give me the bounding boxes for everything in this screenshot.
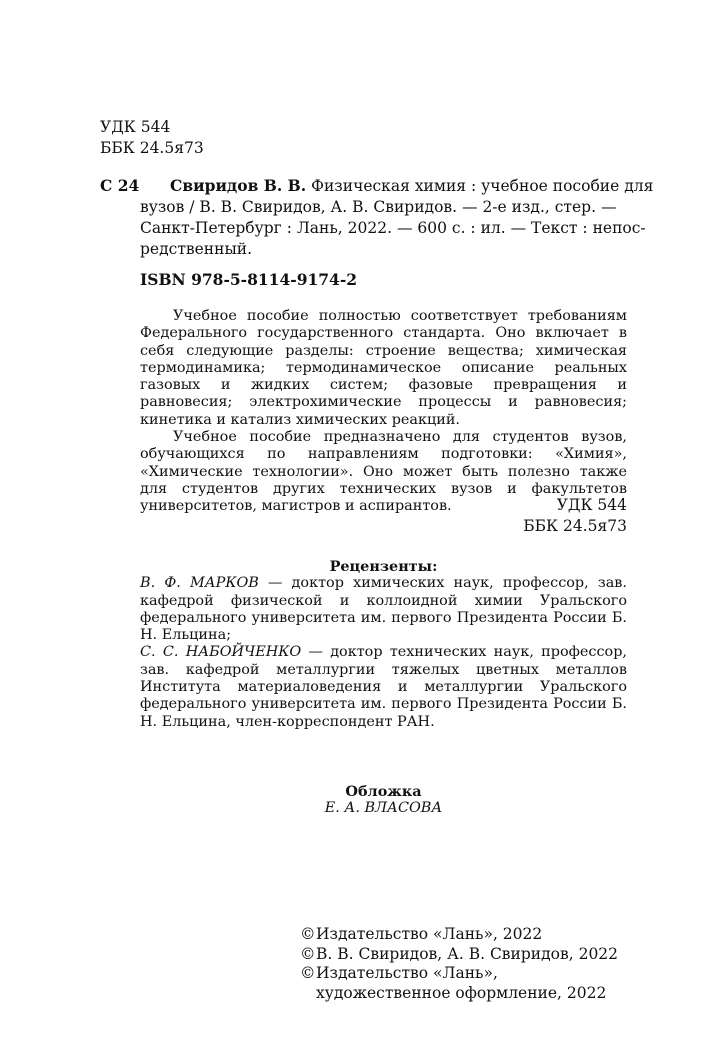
isbn: ISBN 978-5-8114-9174-2 (140, 270, 358, 289)
cover-credit (140, 783, 627, 818)
copyright-block (300, 925, 618, 1003)
copyright-3: ©Издательство «Лань», (300, 964, 498, 982)
biblio-line-3: Санкт-Петербург : Лань, 2022. — 600 с. : ил. — Текст : непос- (140, 219, 646, 237)
reviewer-2-name: С. С. НАБОЙЧЕНКО (140, 644, 302, 661)
biblio-line-4: редственный. (140, 240, 253, 258)
author-sign: С 24 (100, 176, 140, 195)
udk-code-bottom: УДК 544 (556, 496, 627, 514)
abstract (140, 308, 627, 516)
reviewer-1 (140, 575, 627, 644)
biblio-title: Физическая химия : учебное пособие для (306, 177, 654, 195)
reviewer-2 (140, 644, 627, 730)
copyright-sign-icon: © (300, 925, 316, 943)
copyright-sign-icon: © (300, 964, 316, 982)
reviewers-block (140, 558, 627, 731)
reviewers-heading: Рецензенты: (329, 558, 438, 575)
copyright-2: ©В. В. Свиридов, А. В. Свиридов, 2022 (300, 944, 619, 963)
udk-code-top: УДК 544 (100, 118, 171, 136)
reviewer-1-name: В. Ф. МАРКОВ (140, 575, 259, 592)
bbk-code-top: ББК 24.5я73 (100, 139, 204, 157)
reviewer-1-text: — доктор химических наук, профессор, зав. кафедрой физической и коллоидной химии Уральского федерального университета им. первого Президента России Б. Н. Ельцина; (140, 575, 627, 644)
cover-designer: Е. А. ВЛАСОВА (324, 800, 443, 817)
biblio-line-1 (170, 176, 653, 196)
biblio-line-2: вузов / В. В. Свиридов, А. В. Свиридов. — 2-е изд., стер. — (140, 198, 617, 216)
copyright-sign-icon: © (300, 944, 316, 963)
abstract-paragraph-1: Учебное пособие полностью соответствует требованиям Федерального государственного стандарта. Оно включает в себя следующие разделы: строение вещества; химическая термодинамика; термодинамическое описание реальных газовых и жидких систем; фазовые превращения и равновесия; электрохимические процессы и равновесия; кинетика и катализ химических реакций. (140, 308, 627, 428)
biblio-author: Свиридов В. В. (170, 176, 307, 195)
reviewer-2-text: — доктор технических наук, профессор, зав. кафедрой металлургии тяжелых цветных металлов Института материаловедения и металлургии Уральского федерального университета им. первого Президента России Б. Н. Ельцина, член-корреспондент РАН. (140, 644, 627, 730)
cover-heading: Обложка (345, 783, 422, 800)
copyright-1: ©Издательство «Лань», 2022 (300, 925, 543, 943)
copyright-3-continued: художественное оформление, 2022 (316, 983, 607, 1002)
bbk-code-bottom: ББК 24.5я73 (523, 517, 627, 535)
abstract-paragraph-2: Учебное пособие предназначено для студентов вузов, обучающихся по направлениям подготовки: «Химия», «Химические технологии». Оно может быть полезно также для студентов других технических вузов и факультетов университетов, магистров и аспирантов. (140, 429, 627, 515)
